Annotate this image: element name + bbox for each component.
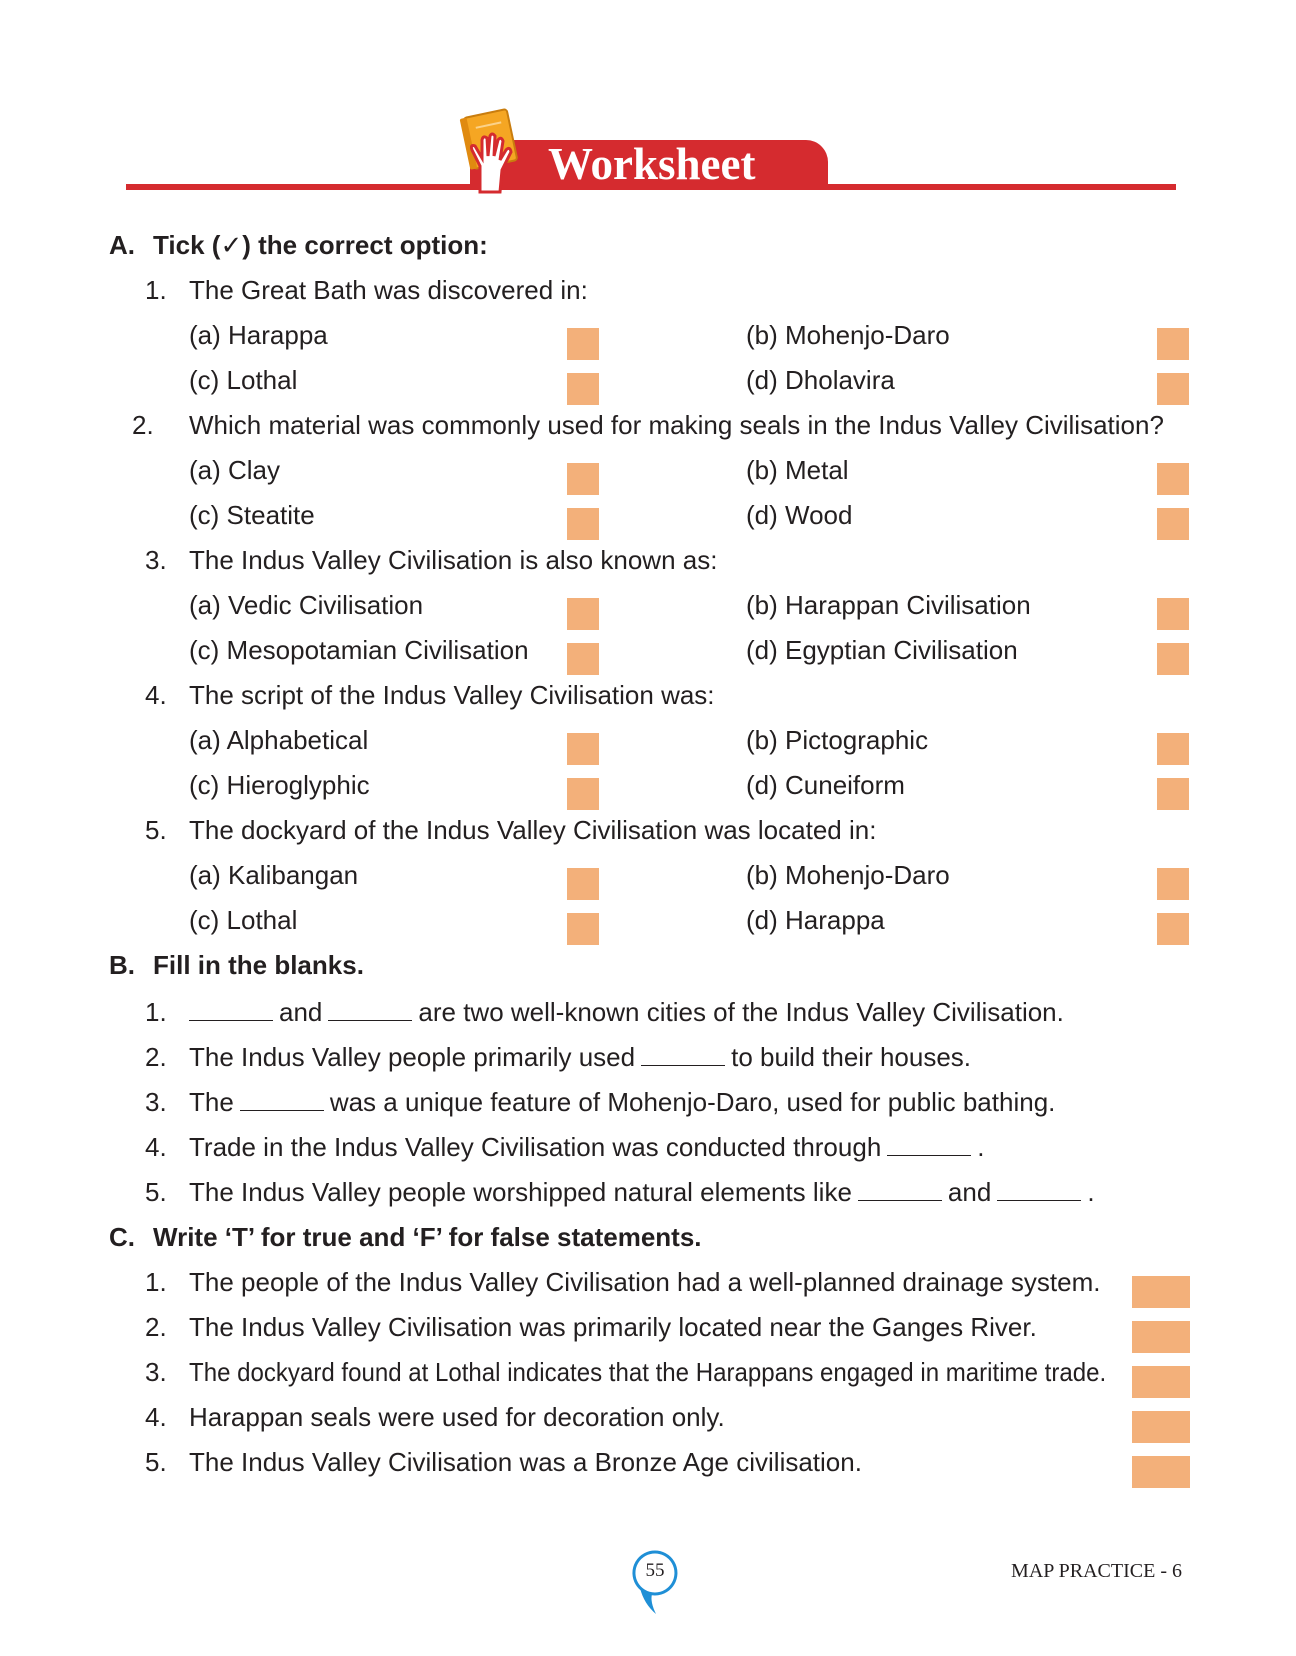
- option-label: (b) Mohenjo-Daro: [746, 320, 950, 350]
- section-c-heading: [109, 1222, 702, 1253]
- question-4: [145, 680, 715, 711]
- option-label: (a) Vedic Civilisation: [189, 590, 424, 620]
- option-checkbox[interactable]: [1157, 508, 1189, 540]
- option-checkbox[interactable]: [1157, 598, 1189, 630]
- option-checkbox[interactable]: [567, 463, 599, 495]
- option-checkbox[interactable]: [1157, 643, 1189, 675]
- option-label: (b) Pictographic: [746, 725, 929, 755]
- answer-box[interactable]: [1132, 1456, 1190, 1488]
- item-number: 2.: [145, 1312, 167, 1342]
- option-checkbox[interactable]: [567, 643, 599, 675]
- option-label: (c) Lothal: [189, 365, 298, 395]
- statement-text: The Indus Valley Civilisation was a Bronze Age civilisation.: [189, 1447, 862, 1477]
- statement-text: The Indus Valley Civilisation was primarily located near the Ganges River.: [189, 1312, 1037, 1342]
- answer-box[interactable]: [1132, 1321, 1190, 1353]
- option-label: (c) Steatite: [189, 500, 315, 530]
- question-2: [132, 410, 1164, 441]
- true-false-item: [145, 1312, 1037, 1343]
- blank-line[interactable]: [641, 1043, 725, 1066]
- true-false-item: [145, 1357, 1181, 1388]
- true-false-item: [145, 1402, 725, 1433]
- section-letter: B.: [109, 950, 135, 980]
- option-checkbox[interactable]: [1157, 778, 1189, 810]
- answer-box[interactable]: [1132, 1411, 1190, 1443]
- option-label: (b) Mohenjo-Daro: [746, 860, 950, 890]
- option-label: (a) Harappa: [189, 320, 328, 350]
- option-label: (d) Egyptian Civilisation: [746, 635, 1018, 665]
- option-checkbox[interactable]: [1157, 463, 1189, 495]
- section-title: Write ‘T’ for true and ‘F’ for false statements.: [153, 1222, 702, 1252]
- answer-box[interactable]: [1132, 1276, 1190, 1308]
- item-number: 5.: [145, 1177, 167, 1207]
- true-false-item: [145, 1267, 1101, 1298]
- option-checkbox[interactable]: [567, 778, 599, 810]
- section-a-heading: [109, 230, 488, 261]
- item-number: 3.: [145, 1087, 167, 1117]
- section-title: Fill in the blanks.: [153, 950, 364, 980]
- option-checkbox[interactable]: [567, 913, 599, 945]
- question-text: Which material was commonly used for making seals in the Indus Valley Civilisation?: [189, 410, 1164, 440]
- option-label: (c) Mesopotamian Civilisation: [189, 635, 529, 665]
- blank-line[interactable]: [189, 998, 273, 1021]
- item-text: was a unique feature of Mohenjo-Daro, used for public bathing.: [329, 1087, 1056, 1117]
- option-checkbox[interactable]: [1157, 328, 1189, 360]
- option-label: (b) Metal: [746, 455, 849, 485]
- option-label: (d) Harappa: [746, 905, 885, 935]
- item-text: to build their houses.: [731, 1042, 972, 1072]
- true-false-item: [145, 1447, 862, 1478]
- series-label: MAP PRACTICE - 6: [1011, 1560, 1182, 1582]
- item-number: 3.: [145, 1357, 167, 1387]
- item-text: are two well-known cities of the Indus Valley Civilisation.: [418, 997, 1064, 1027]
- option-label: (d) Cuneiform: [746, 770, 905, 800]
- item-text: The Indus Valley people primarily used: [189, 1042, 636, 1072]
- fill-blank-item: [145, 1042, 971, 1073]
- question-number: 1.: [145, 275, 167, 305]
- blank-line[interactable]: [858, 1178, 942, 1201]
- statement-text: The people of the Indus Valley Civilisation had a well-planned drainage system.: [189, 1267, 1101, 1297]
- statement-text: Harappan seals were used for decoration only.: [189, 1402, 725, 1432]
- answer-box[interactable]: [1132, 1366, 1190, 1398]
- item-number: 2.: [145, 1042, 167, 1072]
- option-checkbox[interactable]: [567, 598, 599, 630]
- option-label: (c) Hieroglyphic: [189, 770, 370, 800]
- question-5: [145, 815, 876, 846]
- question-1: [145, 275, 588, 306]
- item-number: 1.: [145, 1267, 167, 1297]
- book-in-hand-icon: [458, 106, 534, 194]
- option-label: (d) Wood: [746, 500, 853, 530]
- question-text: The script of the Indus Valley Civilisation was:: [189, 680, 715, 710]
- item-number: 1.: [145, 997, 167, 1027]
- option-label: (c) Lothal: [189, 905, 298, 935]
- option-checkbox[interactable]: [567, 508, 599, 540]
- fill-blank-item: [145, 997, 1064, 1028]
- option-label: (a) Clay: [189, 455, 281, 485]
- fill-blank-item: [145, 1132, 985, 1163]
- option-label: (a) Alphabetical: [189, 725, 369, 755]
- question-number: 2.: [132, 410, 154, 440]
- option-checkbox[interactable]: [1157, 868, 1189, 900]
- item-text: and: [947, 1177, 992, 1207]
- page-number: 55: [645, 1560, 665, 1581]
- item-number: 4.: [145, 1132, 167, 1162]
- option-checkbox[interactable]: [567, 373, 599, 405]
- item-text: .: [977, 1132, 985, 1162]
- worksheet-header: [0, 0, 1296, 200]
- option-label: (b) Harappan Civilisation: [746, 590, 1031, 620]
- option-checkbox[interactable]: [1157, 913, 1189, 945]
- fill-blank-item: [145, 1087, 1055, 1118]
- question-number: 5.: [145, 815, 167, 845]
- section-letter: A.: [109, 230, 135, 260]
- blank-line[interactable]: [997, 1178, 1081, 1201]
- item-text: and: [279, 997, 323, 1027]
- option-checkbox[interactable]: [1157, 733, 1189, 765]
- fill-blank-item: [145, 1177, 1095, 1208]
- section-title: Tick (✓) the correct option:: [153, 230, 488, 260]
- item-number: 5.: [145, 1447, 167, 1477]
- item-text: Trade in the Indus Valley Civilisation was conducted through: [189, 1132, 882, 1162]
- question-number: 3.: [145, 545, 167, 575]
- question-text: The Indus Valley Civilisation is also known as:: [189, 545, 718, 575]
- option-checkbox[interactable]: [567, 868, 599, 900]
- option-label: (d) Dholavira: [746, 365, 895, 395]
- page-title: Worksheet: [548, 139, 756, 189]
- question-number: 4.: [145, 680, 167, 710]
- blank-line[interactable]: [328, 998, 412, 1021]
- statement-text: The dockyard found at Lothal indicates that the Harappans engaged in maritime trade.: [189, 1357, 1107, 1387]
- question-3: [145, 545, 717, 576]
- option-checkbox[interactable]: [567, 328, 599, 360]
- section-letter: C.: [109, 1222, 135, 1252]
- question-text: The dockyard of the Indus Valley Civilisation was located in:: [189, 815, 877, 845]
- option-label: (a) Kalibangan: [189, 860, 359, 890]
- blank-line[interactable]: [240, 1088, 324, 1111]
- blank-line[interactable]: [887, 1133, 971, 1156]
- option-checkbox[interactable]: [567, 733, 599, 765]
- item-number: 4.: [145, 1402, 167, 1432]
- option-checkbox[interactable]: [1157, 373, 1189, 405]
- item-text: The: [189, 1087, 234, 1117]
- item-text: The Indus Valley people worshipped natural elements like: [189, 1177, 852, 1207]
- section-b-heading: [109, 950, 364, 981]
- question-text: The Great Bath was discovered in:: [189, 275, 588, 305]
- item-text: .: [1087, 1177, 1095, 1207]
- page-number-badge-icon: [630, 1548, 680, 1618]
